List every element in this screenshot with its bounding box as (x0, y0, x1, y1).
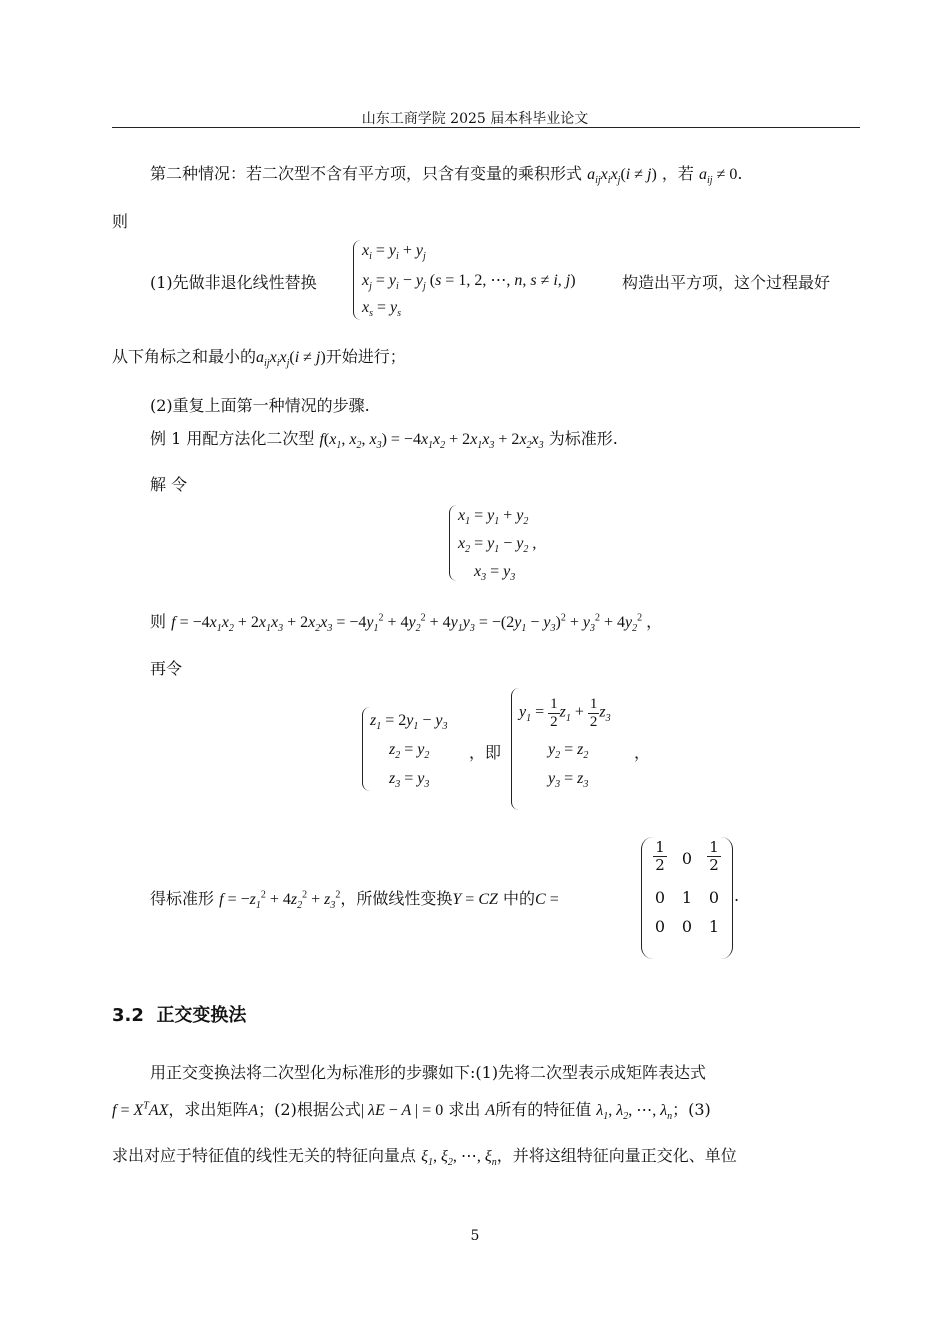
matrix-cell-1-1: $\frac{1}{2}$ (655, 838, 665, 874)
section-title: 正交变换法 (156, 1005, 247, 1026)
matrix-cell-3-2: 0 (681, 917, 693, 936)
ortho-line2-d: 所有的特征值 (495, 1100, 592, 1119)
sub2-separator: ，即 (469, 743, 502, 762)
sub3-eq-2: $y_2 = z_2$ (548, 741, 589, 762)
then-formula: $f = -4x_1x_2 + 2x_1x_3 + 2x_2x_3 = -4y_1^2 + 4y_2^2 + 4y_1y_3 = -(2y_1 - y_3)^2 + y_3^2 + 4y_2^2$ ， (171, 612, 663, 635)
matrix-A-2: A (485, 1102, 496, 1119)
section-heading (112, 1001, 246, 1027)
result-mid2: 中的 (503, 889, 536, 908)
page-number: 5 (470, 1228, 480, 1244)
example-title-line (150, 426, 618, 451)
eigenvalues: $\lambda_1$, $\lambda_2$, ⋯, $\lambda_n$ (596, 1102, 673, 1123)
step1-cont-suffix: 开始进行； (325, 347, 406, 366)
sub3-eq-1: $y_1$ = $\frac{1}{2}$ $z_1$ + $\frac{1}{2}$ $z_3$ (519, 696, 611, 730)
ortho-line2-a: ，求出矩阵 (168, 1100, 249, 1119)
step1-prefix: (1)先做非退化线性替换 (150, 273, 317, 292)
ortho-line3-b: ，并将这组特征向量正交化、单位 (496, 1146, 737, 1165)
step1-cont (112, 344, 406, 369)
step1-cont-prefix: 从下角标之和最小的 (112, 347, 257, 366)
sub2-eq-1: $z_1 = 2y_1 - y_3$ (370, 712, 448, 733)
example-suffix: 为标准形. (548, 429, 618, 448)
then-line (150, 609, 662, 634)
step1-eq-3: $x_s = y_s$ (362, 299, 402, 320)
step2: (2)重复上面第一种情况的步骤. (150, 396, 370, 415)
solve-label: 解 令 (150, 475, 188, 494)
result-formula: $f = -z_1^2 + 4z_2^2 + z_3^2$ (219, 889, 341, 912)
matrix-suffix: . (734, 886, 740, 905)
matrix-cell-3-1: 0 (654, 917, 666, 936)
matrix-name: C = (535, 891, 559, 908)
sub1-eq-3: $x_3 = y_3$ (474, 563, 516, 584)
step1-eq-2: $x_j = y_i - y_j$ (s = 1, 2, ⋯, n, s ≠ i, j) (362, 272, 576, 293)
ortho-line-3 (112, 1143, 737, 1168)
case2-intro: 第二种情况：若二次型不含有平方项，只含有变量的乘积形式 (150, 164, 583, 183)
then-prefix: 则 (150, 612, 167, 631)
eigenvectors: $\xi_1$, $\xi_2$, ⋯, $\xi_n$ (421, 1148, 497, 1169)
step1-cont-term: $a_{ij}x_ix_j(i \ne j)$ (256, 349, 326, 370)
matrix-cell-2-3: 0 (708, 888, 720, 907)
ortho-line2-e: ；(3) (672, 1100, 711, 1119)
sub1-brace (449, 505, 458, 581)
matrix-A: A (248, 1102, 259, 1119)
result-prefix: 得标准形 (150, 889, 215, 908)
case2-term: $a_{ij}x_ix_j(i \ne j)$ (587, 166, 657, 187)
sub3-eq-3: $y_3 = z_3$ (548, 770, 589, 791)
result-line (150, 886, 559, 911)
matrix-C (641, 837, 733, 959)
matrix-cell-2-2: 1 (681, 888, 693, 907)
case2-cond-suffix: . (737, 164, 743, 183)
header-rule (112, 127, 860, 128)
char-equation: | λE − A | = 0 (360, 1102, 444, 1119)
matrix-cell-3-3: 1 (708, 917, 720, 936)
case2-intro-line (150, 161, 742, 186)
case2-cond-prefix: ，若 (661, 164, 694, 183)
sub1-eq-1: $x_1 = y_1 + y_2$ (458, 507, 529, 528)
ortho-line-1: 用正交变换法将二次型化为标准形的步骤如下:(1)先将二次型表示成矩阵表达式 (150, 1063, 707, 1082)
ortho-line-2 (112, 1097, 711, 1122)
example-formula: $f(x_1$, $x_2$, $x_3) = -4x_1x_2 + 2x_1x_3 + 2x_2x_3$ (319, 431, 544, 452)
example-label: 例 1 用配方法化二次型 (150, 429, 315, 448)
ortho-line3-a: 求出对应于特征值的线性无关的特征向量点 (112, 1146, 417, 1165)
step1-suffix: 构造出平方项，这个过程最好 (622, 273, 831, 292)
ortho-line2-b: ；(2)根据公式 (258, 1100, 361, 1119)
step1-brace (353, 240, 362, 320)
sub1-eq-2: $x_2 = y_1 - y_2$ , (458, 535, 537, 556)
transform-formula: Y = CZ (452, 891, 498, 908)
fraction-half: $\frac{1}{2}$ (589, 696, 598, 730)
ortho-matrix-form: $f = X^TAX$ (112, 1100, 169, 1119)
matrix-cell-2-1: 0 (654, 888, 666, 907)
section-number: 3.2 (112, 1005, 144, 1026)
again-label: 再令 (150, 659, 183, 678)
step1-eq-1: $x_i = y_i + y_j$ (362, 242, 426, 263)
sub3-suffix: ， (634, 743, 651, 762)
result-mid: ，所做线性变换 (340, 889, 453, 908)
fraction-half: $\frac{1}{2}$ (550, 696, 558, 730)
matrix-cell-1-2: 0 (681, 849, 693, 868)
running-header: 山东工商学院 2025 届本科毕业论文 (361, 111, 589, 127)
ortho-line2-c: 求出 (448, 1100, 481, 1119)
matrix-cell-1-3: $\frac{1}{2}$ (709, 838, 719, 874)
case2-then: 则 (112, 212, 129, 231)
case2-cond: $a_{ij} \ne 0$ (699, 166, 738, 187)
sub2-eq-3: $z_3 = y_3$ (389, 770, 430, 791)
sub2-eq-2: $z_2 = y_2$ (389, 741, 430, 762)
